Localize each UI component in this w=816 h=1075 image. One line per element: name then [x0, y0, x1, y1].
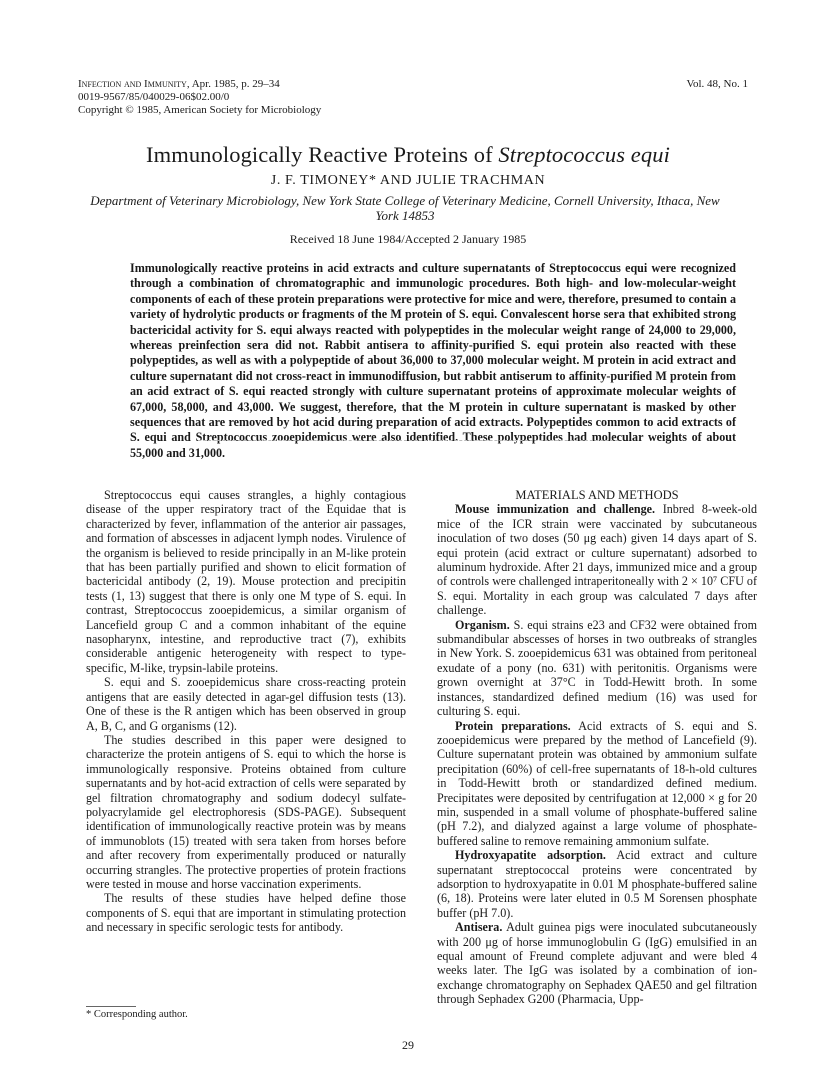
issn: 0019-9567/85/040029-06$02.00/0 — [78, 91, 230, 103]
article-title — [0, 142, 816, 168]
journal-header — [78, 78, 321, 117]
paragraph-text: Acid extracts of S. equi and S. zooepidemicus were prepared by the method of Lancefield (9). Culture supernatant protein was obtained by ammonium sulfate precipitation (60%) of cell-free supernatants of 18-h-old cultures in Todd-Hewitt broth or standardized defined medium. Precipitates were deposited by centrifugation at 12,000 × g for 20 min, suspended in a small volume of phosphate-buffered saline (pH 7.2), and dialyzed against a large volume of phosphate-buffered saline to remove remaining ammonium sulfate. — [437, 718, 757, 848]
methods-paragraph — [437, 502, 757, 617]
run-in-heading: Protein preparations. — [455, 718, 571, 733]
received-dates: Received 18 June 1984/Accepted 2 January 1985 — [289, 232, 527, 246]
methods-paragraph — [437, 920, 757, 1006]
copyright: Copyright © 1985, American Society for Microbiology — [78, 104, 322, 116]
title-main: Immunologically Reactive Proteins of — [146, 142, 499, 167]
paragraph-text: Adult guinea pigs were inoculated subcutaneously with 200 μg of horse immunoglobulin G (IgG) emulsified in an equal amount of Freund complete adjuvant and were bled 4 weeks later. The IgG was isolated by a combination of ion-exchange chromatography on Sephadex QAE50 and gel filtration through Sephadex G200 (Pharmacia, Upp- — [437, 920, 757, 1007]
right-column — [437, 488, 757, 1007]
footnote-rule — [86, 1006, 136, 1007]
affiliation: Department of Veterinary Microbiology, New York State College of Veterinary Medicine, Cornell University, Ithaca, New York 14853 — [90, 193, 720, 223]
paragraph-text: S. equi strains e23 and CF32 were obtained from submandibular abscesses of horses in two outbreaks of strangles in New York. S. zooepidemicus 631 was obtained from peritoneal exudate of a pony (no. 631) with peritonitis. Organisms were grown overnight at 37°C in Todd-Hewitt broth. In some instances, standardized defined medium (16) was used for culturing S. equi. — [437, 617, 757, 719]
footnote: * Corresponding author. — [86, 1009, 188, 1020]
section-heading: MATERIALS AND METHODS — [515, 488, 679, 502]
methods-paragraph — [437, 848, 757, 920]
journal-citation — [78, 78, 321, 91]
run-in-heading: Organism. — [455, 617, 510, 632]
intro-paragraph: The results of these studies have helped define those components of S. equi that are important in stimulating protection and necessary in specific serologic tests for antibody. — [86, 891, 406, 935]
section-divider — [198, 440, 618, 441]
run-in-heading: Hydroxyapatite adsorption. — [455, 848, 606, 863]
authors: J. F. TIMONEY* AND JULIE TRACHMAN — [270, 173, 546, 188]
paragraph-text: Acid extract and culture supernatant streptococcal proteins were concentrated by adsorption to hydroxyapatite in 0.01 M phosphate-buffered saline (6, 18). Proteins were later eluted in 0.5 M Sorensen phosphate buffer (pH 7.0). — [437, 848, 757, 920]
paragraph-text: Inbred 8-week-old mice of the ICR strain were vaccinated by subcutaneous inoculation of two doses (50 μg each) given 14 days apart of S. equi protein (acid extract or culture supernatant) adsorbed to aluminum hydroxide. After 21 days, immunized mice and a group of controls were challenged intraperitoneally with 2 × 10⁷ CFU of S. equi. Mortality in each group was calculated 7 days after challenge. — [437, 502, 757, 618]
run-in-heading: Mouse immunization and challenge. — [455, 502, 656, 517]
methods-paragraph — [437, 618, 757, 719]
page-number: 29 — [402, 1038, 414, 1052]
journal-name: Infection and Immunity — [78, 78, 187, 90]
methods-paragraph — [437, 719, 757, 849]
run-in-heading: Antisera. — [455, 920, 503, 935]
journal-date-pages: , Apr. 1985, p. 29–34 — [186, 78, 280, 90]
left-column — [86, 488, 406, 935]
intro-paragraph: Streptococcus equi causes strangles, a highly contagious disease of the upper respiratory tract of the Equidae that is characterized by fever, inflammation of the anterior air passages, and formation of abscesses in adjacent lymph nodes. Virulence of the organism is believed to reside principally in an M-like protein that has been partially purified and shown to elicit formation of bactericidal antibody (2, 19). Mouse protection and precipitin tests (1, 13) suggest that there is only one M type of S. equi. In contrast, Streptococcus zooepidemicus, a similar organism of Lancefield group C and a common inhabitant of the equine nasopharynx, intestine, and reproductive tract (7), exhibits considerable antigenic heterogeneity with respect to type-specific, M-like, trypsin-labile proteins. — [86, 488, 406, 675]
intro-paragraph: S. equi and S. zooepidemicus share cross-reacting protein antigens that are easily detected in agar-gel diffusion tests (13). One of these is the R antigen which has been observed in group A, B, C, and G organisms (12). — [86, 675, 406, 733]
title-species: Streptococcus equi — [498, 142, 670, 167]
intro-paragraph: The studies described in this paper were designed to characterize the protein antigens of S. equi to which the horse is immunologically responsive. Proteins obtained from culture supernatants and by hot-acid extraction of cells were separated by gel filtration chromatography and sodium dodecyl sulfate-polyacrylamide gel electrophoresis (SDS-PAGE). Subsequent identification of immunologically reactive protein was by means of immunoblots (15) treated with sera taken from horses before and after recovery from experimentally produced or naturally occurring strangles. The protective properties of protein fractions were tested in mouse and horse vaccination experiments. — [86, 732, 406, 891]
volume-info: Vol. 48, No. 1 — [686, 78, 748, 90]
abstract: Immunologically reactive proteins in acid extracts and culture supernatants of Streptococcus equi were recognized through a combination of chromatographic and immunologic procedures. Both high- and low-molecular-weight components of each of these protein preparations were protective for mice and were, therefore, presumed to contain a variety of hydrolytic products or fragments of the M protein of S. equi. Convalescent horse sera that exhibited strong bactericidal activity for S. equi always reacted with polypeptides in the molecular weight range of 24,000 to 29,000, whereas preinfection sera did not. Rabbit antisera to affinity-purified S. equi protein also reacted with these polypeptides, as well as with a polypeptide of about 36,000 to 37,000 molecular weight. M protein in acid extract and culture supernatant did not cross-react in immunodiffusion, but rabbit antiserum to affinity-purified M protein from an acid extract of S. equi reacted strongly with culture supernatant proteins of approximate molecular weights of 67,000, 58,000, and 43,000. We suggest, therefore, that the M protein in culture supernatant is masked by other sequences that are removed by hot acid during preparation of acid extracts. Polypeptides common to acid extracts of S. equi and Streptococcus zooepidemicus were also identified. These polypeptides had molecular weights of about 55,000 and 31,000. — [130, 261, 736, 460]
